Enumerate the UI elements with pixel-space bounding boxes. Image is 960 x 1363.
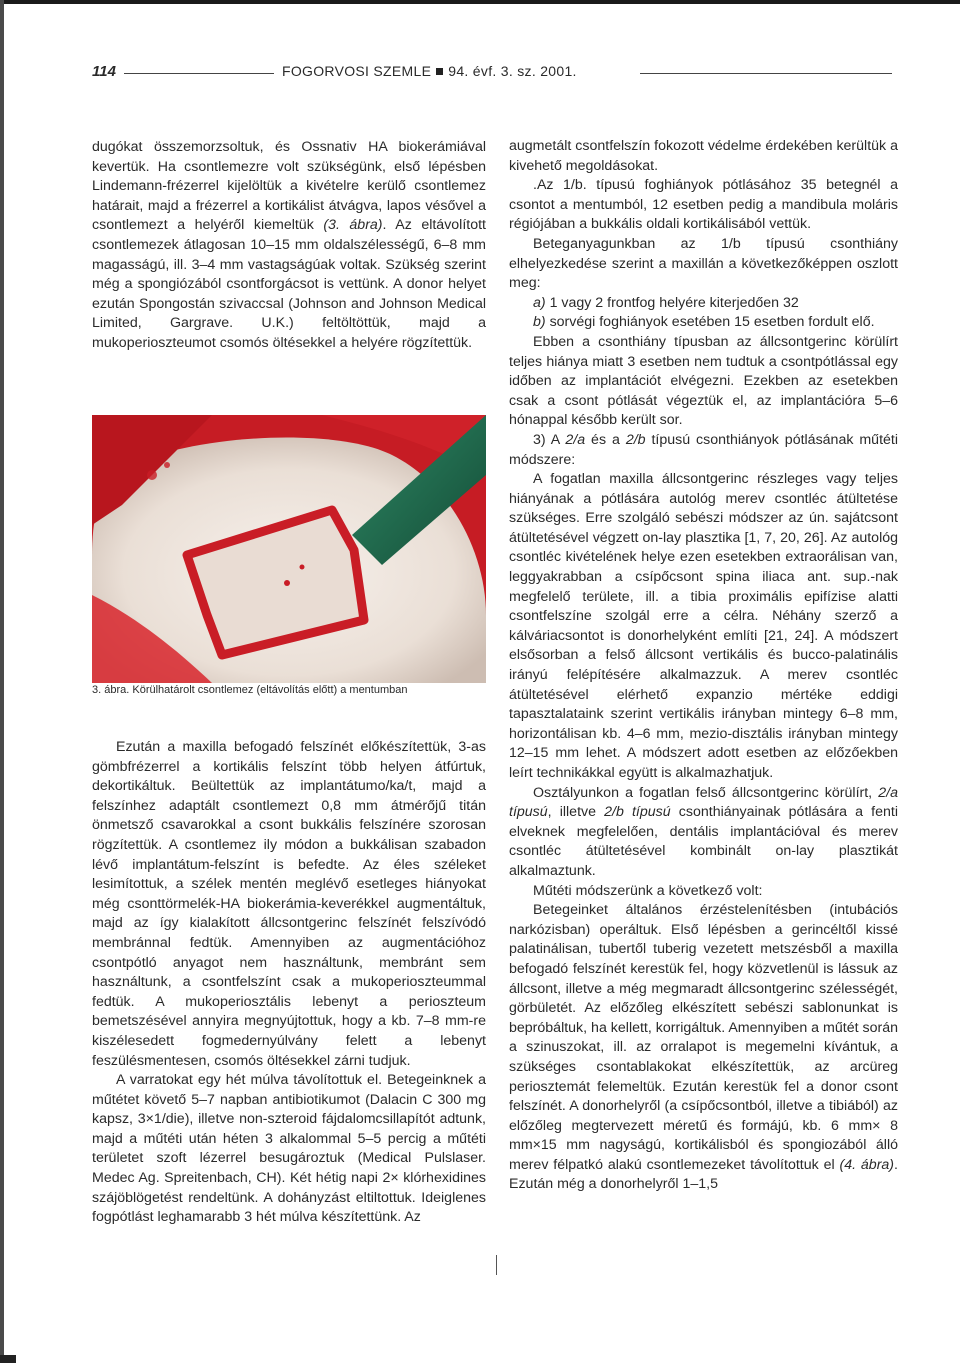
figure-3-photo	[92, 415, 486, 683]
paragraph-text: Osztályunkon a fogatlan felső állcsontgerinc körülírt,	[533, 784, 879, 801]
journal-title	[282, 63, 577, 79]
paragraph	[92, 138, 486, 354]
right-column	[509, 137, 898, 1195]
list-marker: a)	[533, 294, 546, 311]
paragraph: Ezután a maxilla befogadó felszínét előkészítettük, 3-as gömbfrézerrel a kortikális felszínt több helyen átfúrtuk, dekortikáltuk. Beültettük az implantátumo/ka/t, majd a felszínhez adaptált csontlemezt 0,8 mm átmérőjű titán önmetsző csavarokkal a csont bukkális felszínére szorosan rögzítettük. A csontlemez ily módon a bukkálisan szabadon lévő implantátum-felszínt is befedte. Az éles széleket lesimítottuk, a szélek mentén meglévő esetleges hiányokat még csonttörmelék-HA biokerámia-keverékkel augmentáltuk, majd az így kialakított állcsontgerinc felszínét felszívódó membránnal fedtük. Amennyiben az augmentációhoz csontpótló anyagot nem használtunk, membránt sem használtunk, a csontfelszínt csak a mukoperioszteummal fedtük. A mukoperiosztális lebenyt a perioszteum bemetszésével annyira megnyújtottuk, hogy a kb. 7–8 mm-re kiszélesedett fogmedernyúlvány felett a lebenyt feszülésmentesen, csomós öltésekkel zárni tudjuk.	[92, 739, 486, 1069]
paragraph	[509, 784, 898, 882]
paragraph: A varratokat egy hét múlva távolítottuk el. Betegeinknek a műtétet követő 5–7 napban antibiotikumot (Dalacin C 300 mg kapsz, 3×1/die), illetve non-szteroid fájdalomcsillapítót adtunk, majd a műtéti után héten 3 alkalommal 5–5 percig a műtéti területet szoft lézerrel besugároztuk (Medical Pulslaser. Medec Ag. Spreitenbach, CH). Két hétig napi 2× klórhexidines szájöblögetést rendeltünk. A dohányzást eltiltottuk. Ideiglenes fogpótlást leghamarabb 3 hét múlva készítettünk. Az	[92, 1072, 486, 1226]
figure-reference: (4. ábra)	[839, 1156, 895, 1173]
paragraph: augmetált csontfelszín fokozott védelme érdekében kerültük a kivehető megoldásokat.	[509, 138, 898, 174]
journal-name: FOGORVOSI SZEMLE	[282, 63, 432, 79]
left-column-bottom	[92, 738, 486, 1228]
list-item	[509, 313, 898, 333]
heading-text: 3) A	[533, 431, 566, 448]
list-text: 1 vagy 2 frontfog helyére kiterjedően 32	[545, 294, 799, 311]
column-rule-mark	[496, 1255, 497, 1275]
paragraph-text: . Ezután még a donorhelyről 1–1,5	[509, 1156, 898, 1193]
section-heading	[509, 431, 898, 470]
list-item	[509, 294, 898, 314]
figure-reference: (3. ábra)	[323, 217, 383, 234]
page-number: 114	[92, 63, 116, 80]
paragraph: .Az 1/b. típusú foghiányok pótlásához 35 betegnél a csontot a mentumból, 12 esetben pedig a mandibula moláris régiójában a bukkális oldali kortikálisából vettük.	[509, 177, 898, 233]
figure-caption: 3. ábra. Körülhatárolt csontlemez (eltávolítás előtt) a mentumban	[92, 684, 408, 696]
heading-text: és a	[585, 431, 626, 448]
running-header	[92, 63, 892, 83]
heading-text: típusú csonthiányok pótlásának műtéti módszere:	[509, 431, 898, 468]
type-label: 2/b	[625, 431, 646, 448]
header-rule-left	[124, 73, 274, 74]
header-rule-right	[640, 73, 892, 74]
paragraph-text: dugókat összemorzsoltuk, és Ossnativ HA biokerámiával kevertük. Ha csontlemezre volt szükségünk, első lépésben Lindemann-frézerrel kijelöltük a kivételre kerülő csontlemez határait, majd a frézerrel a kortikálist átvágva, lapos vésővel a csontlemezt a helyéről kiemeltük	[92, 139, 486, 234]
bullet-square-icon	[436, 68, 443, 75]
paragraph: A fogatlan maxilla állcsontgerinc részleges vagy teljes hiányának a pótlására autológ merev csontléc átültetése szükséges. Erre szolgáló sebészi módszer az ún. sajátcsont átültetésével végzett on-lay plasztika [1, 7, 20, 26]. Az autológ csontléc kivételének helye ezen esetekben extraorálisan van, leggyakrabban a csípőcsont spina iliaca ant. sup.-nak megfelelő területe, ill. a tibia proximális epifízise alatti csontfelszíne szolgál erre a célra. Néhány szerző a kálváriacsontot is donorhelyként említi [21, 24]. A módszert elsősorban a felső állcsont vertikális és bucco-palatinális irányú felépítésére alkalmazzuk. A merev csontléc átültetésével elérhető expanzio mértéke eddigi tapasztalataink szerint vertikális irányban mintegy 6–8 mm, horizontálisan kb. 4–6 mm, mezio-disztális irányban mintegy 12–15 mm lehet. A módszert adott esetben az előzőekben leírt technikákkal együtt is alkalmazhatjuk.	[509, 471, 898, 781]
paragraph: Ebben a csonthiány típusban az állcsontgerinc körülírt teljes hiánya miatt 3 esetben nem tudtuk a csontpótlással egy időben az implantációt elvégezni. Ezekben az esetekben csak a csont pótlását végeztük el, az implantációra 5–6 hónappal később került sor.	[509, 333, 898, 429]
paragraph-text: csonthiányainak pótlására a fenti elveknek megfelelően, dentális implantációval és merev csontléc átültetésével kombinált on-lay plasztikát alkalmaztunk.	[509, 804, 898, 879]
paragraph: Beteganyagunkban az 1/b típusú csonthiány elhelyezkedése szerint a maxillán a következőképpen oszlott meg:	[509, 235, 898, 292]
paragraph-text: , illetve	[547, 804, 605, 821]
type-label: 2/a	[565, 431, 586, 448]
list-marker: b)	[533, 314, 546, 331]
scan-edge-left	[0, 0, 4, 1363]
paragraph-text: . Az eltávolított csontlemezek átlagosan 10–15 mm oldalszélességű, 6–8 mm magasságú, ill. 3–4 mm vastagságúak voltak. Szükség szerint még a spongiózából csontforgácsot is vettünk. A donor helyet ezután Spongostán szivaccsal (Johnson and Johnson Medical Limited, Gargrave. U.K.) feltöltöttük, majd a mukoperioszteumot csomós öltésekkel a helyére rögzítettük.	[92, 217, 486, 351]
list-text: sorvégi foghiányok esetében 15 esetben fordult elő.	[545, 314, 875, 331]
issue-info: 94. évf. 3. sz. 2001.	[448, 63, 577, 79]
scan-corner-mark	[0, 1355, 16, 1363]
paragraph: Műtéti módszerünk a következő volt:	[533, 882, 763, 899]
type-label: 2/a típusú	[509, 784, 898, 821]
paragraph-text: Betegeinket általános érzéstelenítésben (intubációs narkózisban) operáltuk. Első lépésben a gerincéltől kissé palatinálisan, tubertől tuberig vezetett metszésből a maxilla befogadó felszínét kerestük fel, hogy közvetlenül is lássuk az állcsont, illetve a még megmaradt állcsontgerinc szélességét, görbületét. Az előzőleg elkészített sebészi sablonunkat is bepróbáltuk, ha kellett, korrigáltuk. Amennyiben a műtét során a szinuszokat, ill. az orralapot is megemelni kívántuk, a szükséges csontablakokat elkészítettük, az arcüreg periosztemát felemeltük. Ezután kerestük fel a donor csont felszínét. A donorhelyről (a csípőcsontból, illetve a tibiából) az előzőleg megtervezett méretű és formájú, kb. 6 mm× 8 mm×15 mm nagyságú, kortikálisból és spongiozából álló merev félpatkó alakú csontlemezeket távolítottuk el	[509, 902, 898, 1173]
left-column-top	[92, 138, 486, 354]
type-label: 2/b típusú	[604, 804, 671, 821]
scan-edge-top	[0, 0, 960, 4]
paragraph	[509, 901, 898, 1195]
